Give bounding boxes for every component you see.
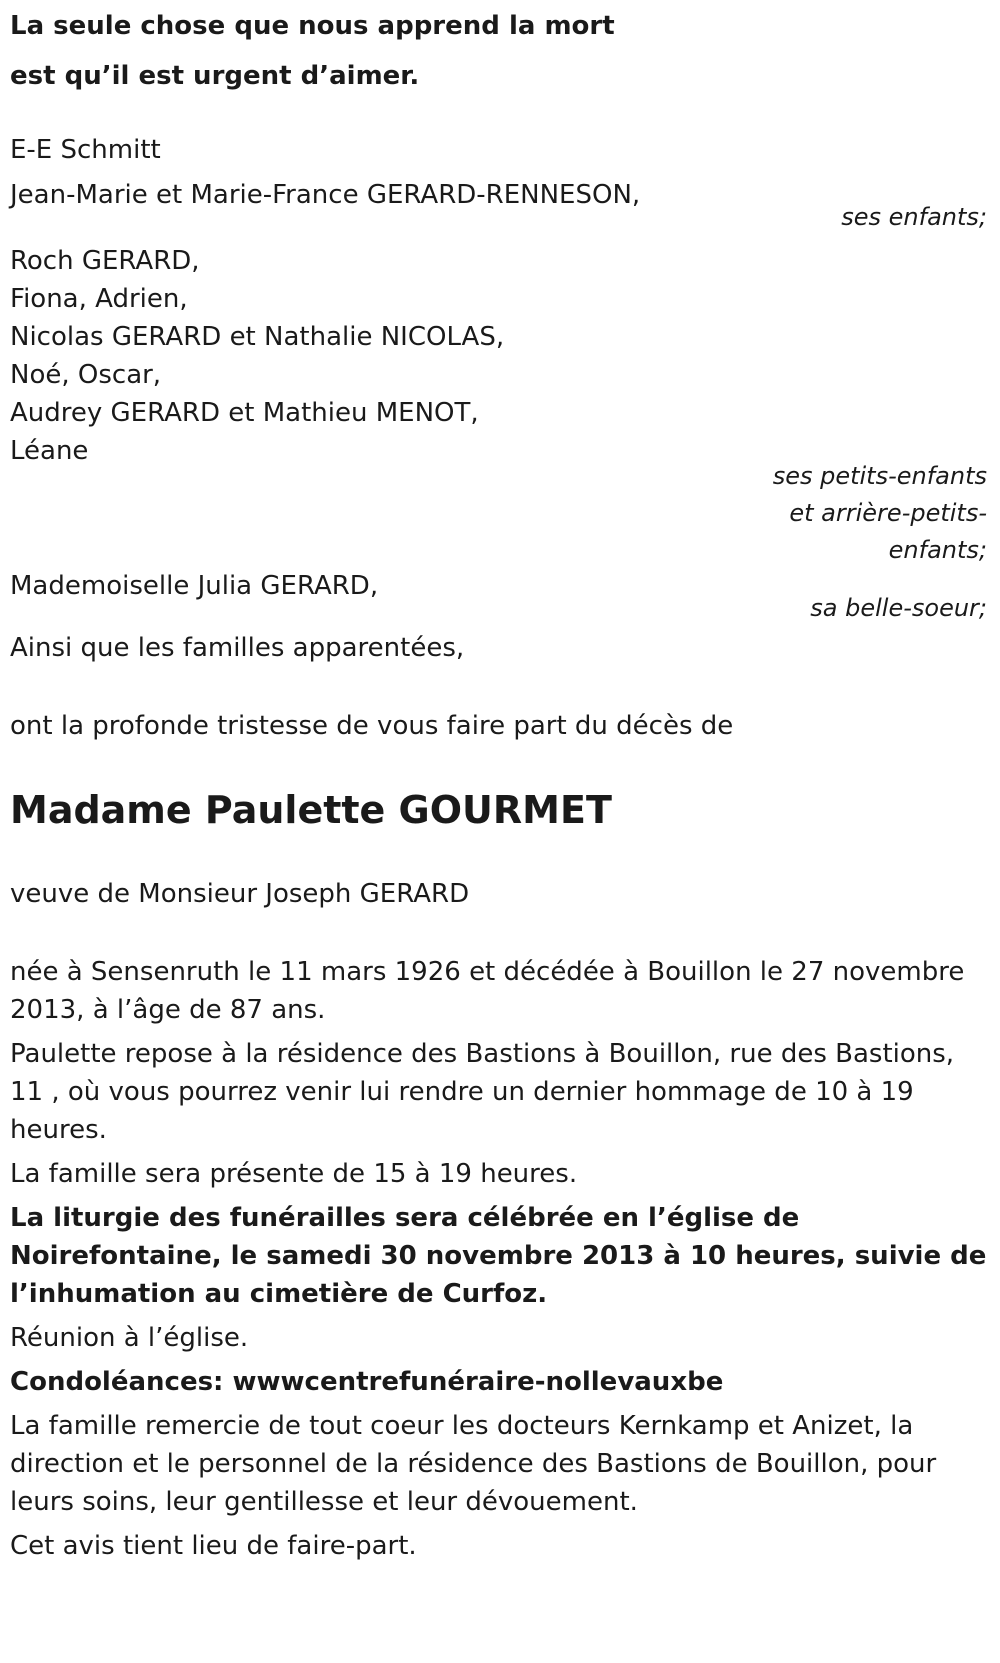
grandchild-line: Roch GERARD, xyxy=(10,246,200,276)
meeting-paragraph: Réunion à l’église. xyxy=(10,1323,249,1353)
rest-place-paragraph: Paulette repose à la résidence des Bastions à Bouillon, rue des Bastions, 11 , où vous pourrez venir lui rendre un dernier hommage de 10 à 19 heures. xyxy=(10,1039,955,1145)
announcement-line: ont la profonde tristesse de vous faire part du décès de xyxy=(10,711,734,741)
grandchildren-role-line: enfants; xyxy=(888,536,987,564)
sister-in-law-role: sa belle-soeur; xyxy=(810,594,987,622)
grandchildren-role-line: ses petits-enfants xyxy=(772,462,987,490)
quote-line-2: est qu’il est urgent d’aimer. xyxy=(10,61,420,91)
liturgy-paragraph: La liturgie des funérailles sera célébrée en l’église de Noirefontaine, le samedi 30 novembre 2013 à 10 heures, suivie de l’inhumation au cimetière de Curfoz. xyxy=(10,1203,987,1309)
grandchild-line: Noé, Oscar, xyxy=(10,360,162,390)
grandchild-line: Audrey GERARD et Mathieu MENOT, xyxy=(10,398,479,428)
thanks-paragraph: La famille remercie de tout coeur les docteurs Kernkamp et Anizet, la direction et le personnel de la résidence des Bastions de Bouillon, pour leurs soins, leur gentillesse et leur dévouement. xyxy=(10,1411,937,1517)
children-names: Jean-Marie et Marie-France GERARD-RENNESON, xyxy=(10,180,641,210)
sister-in-law-name: Mademoiselle Julia GERARD, xyxy=(10,571,379,601)
children-role: ses enfants; xyxy=(841,203,987,231)
grandchild-line: Fiona, Adrien, xyxy=(10,284,188,314)
grandchild-line: Nicolas GERARD et Nathalie NICOLAS, xyxy=(10,322,505,352)
deceased-name: Madame Paulette GOURMET xyxy=(10,788,612,832)
grandchildren-role-line: et arrière-petits- xyxy=(789,499,987,527)
birth-death-paragraph: née à Sensenruth le 11 mars 1926 et décédée à Bouillon le 27 novembre 2013, à l’âge de 87 ans. xyxy=(10,957,965,1025)
quote-line-1: La seule chose que nous apprend la mort xyxy=(10,11,615,41)
grandchild-line: Léane xyxy=(10,436,89,466)
grandchildren-role xyxy=(737,458,990,569)
grandchildren-list xyxy=(10,242,990,470)
family-presence-paragraph: La famille sera présente de 15 à 19 heures. xyxy=(10,1159,578,1189)
widow-of-line: veuve de Monsieur Joseph GERARD xyxy=(10,879,470,909)
families-line: Ainsi que les familles apparentées, xyxy=(10,633,465,663)
condolences-line: Condoléances: wwwcentrefunéraire-nollevauxbe xyxy=(10,1367,724,1397)
closing-line: Cet avis tient lieu de faire-part. xyxy=(10,1531,417,1561)
quote-author: E-E Schmitt xyxy=(10,135,161,165)
